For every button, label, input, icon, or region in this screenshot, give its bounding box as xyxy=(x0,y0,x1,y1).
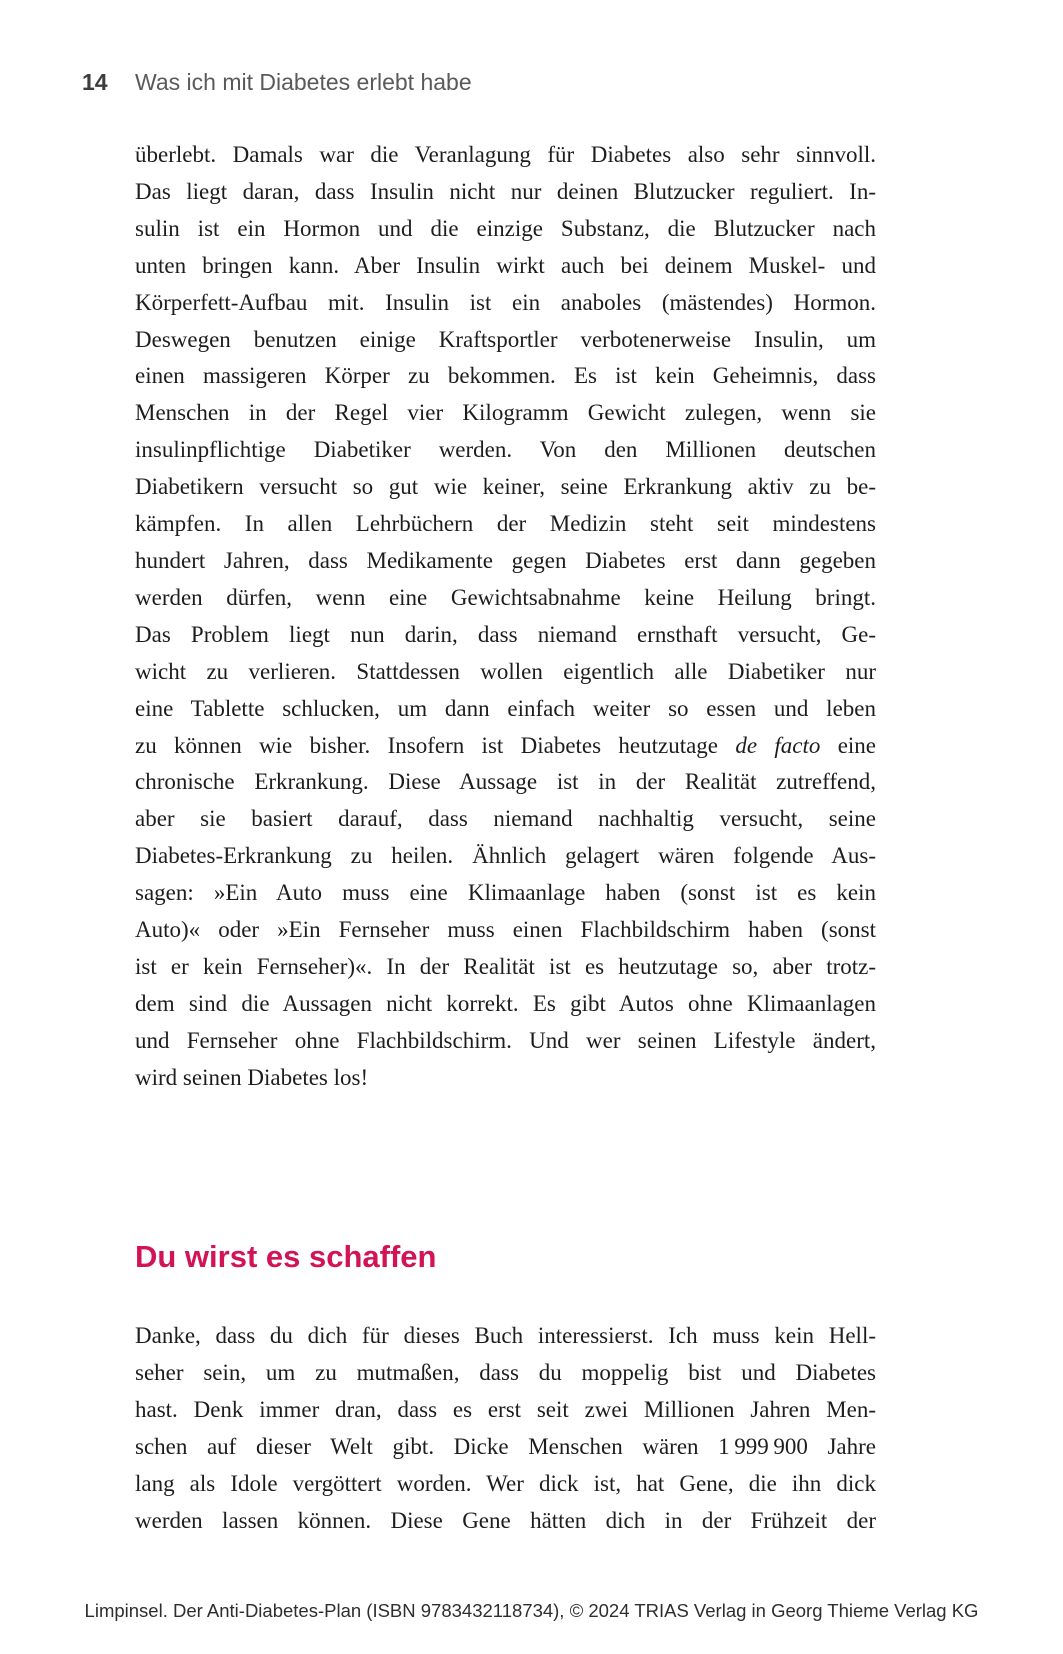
text-line: hundert Jahren, dass Medikamente gegen Diabetes erst dann gegeben xyxy=(135,547,876,573)
text-line: chronische Erkrankung. Diese Aussage ist in der Realität zutreffend, xyxy=(135,769,876,795)
text-line: sagen: »Ein Auto muss eine Klimaanlage haben (sonst ist es kein xyxy=(135,880,876,906)
text-line: eine Tablette schlucken, um dann einfach weiter so essen und leben xyxy=(135,695,876,721)
text-line: wicht zu verlieren. Stattdessen wollen eigentlich alle Diabetiker nur xyxy=(135,658,876,684)
text-line: lang als Idole vergöttert worden. Wer dick ist, hat Gene, die ihn dick xyxy=(135,1470,876,1496)
text-line: sulin ist ein Hormon und die einzige Substanz, die Blutzucker nach xyxy=(135,215,876,241)
text-line: Das liegt daran, dass Insulin nicht nur deinen Blutzucker reguliert. In- xyxy=(135,178,876,204)
body-paragraph-1 xyxy=(135,137,876,1097)
text-line: werden lassen können. Diese Gene hätten dich in der Frühzeit der xyxy=(135,1507,876,1533)
chapter-title: Was ich mit Diabetes erlebt habe xyxy=(135,69,472,95)
text-line: wird seinen Diabetes los! xyxy=(135,1064,369,1090)
section-heading: Du wirst es schaffen xyxy=(135,1239,437,1274)
text-line: aber sie basiert darauf, dass niemand nachhaltig versucht, seine xyxy=(135,806,876,832)
text-line: kämpfen. In allen Lehrbüchern der Medizin steht seit mindestens xyxy=(135,511,876,537)
text-line: Auto)« oder »Ein Fernseher muss einen Flachbildschirm haben (sonst xyxy=(135,917,876,943)
text-line: Das Problem liegt nun darin, dass niemand ernsthaft versucht, Ge- xyxy=(135,621,876,647)
text-line: werden dürfen, wenn eine Gewichtsabnahme keine Heilung bringt. xyxy=(135,584,876,610)
copyright-footer: Limpinsel. Der Anti-Diabetes-Plan (ISBN 9783432118734), © 2024 TRIAS Verlag in Georg Thieme Verlag KG xyxy=(84,1600,979,1621)
running-header xyxy=(82,68,982,96)
page-number: 14 xyxy=(82,69,108,95)
text-line: einen massigeren Körper zu bekommen. Es ist kein Geheimnis, dass xyxy=(135,363,876,389)
text-line: Diabetikern versucht so gut wie keiner, seine Erkrankung aktiv zu be- xyxy=(135,474,876,500)
text-line: insulinpflichtige Diabetiker werden. Von den Millionen deutschen xyxy=(135,437,876,463)
text-line: schen auf dieser Welt gibt. Dicke Menschen wären 1 999 900 Jahre xyxy=(135,1433,876,1459)
text-line: Diabetes-Erkrankung zu heilen. Ähnlich gelagert wären folgende Aus- xyxy=(135,843,876,869)
text-line: Menschen in der Regel vier Kilogramm Gewicht zulegen, wenn sie xyxy=(135,400,876,426)
text-line: Danke, dass du dich für dieses Buch interessierst. Ich muss kein Hell- xyxy=(135,1323,876,1348)
text-line: überlebt. Damals war die Veranlagung für Diabetes also sehr sinnvoll. xyxy=(135,142,876,167)
text-line: unten bringen kann. Aber Insulin wirkt auch bei deinem Muskel- und xyxy=(135,252,876,278)
text-line: seher sein, um zu mutmaßen, dass du moppelig bist und Diabetes xyxy=(135,1359,876,1385)
text-line: Körperfett-Aufbau mit. Insulin ist ein anaboles (mästendes) Hormon. xyxy=(135,289,876,315)
text-line: Deswegen benutzen einige Kraftsportler verbotenerweise Insulin, um xyxy=(135,326,876,352)
text-line: zu können wie bisher. Insofern ist Diabetes heutzutage de facto eine xyxy=(135,732,877,758)
text-line: ist er kein Fernseher)«. In der Realität ist es heutzutage so, aber trotz- xyxy=(135,953,876,979)
text-line: dem sind die Aussagen nicht korrekt. Es gibt Autos ohne Klimaanlagen xyxy=(135,990,876,1016)
body-paragraph-2 xyxy=(135,1318,876,1539)
text-line: und Fernseher ohne Flachbildschirm. Und wer seinen Lifestyle ändert, xyxy=(135,1027,876,1053)
text-line: hast. Denk immer dran, dass es erst seit zwei Millionen Jahren Men- xyxy=(135,1396,876,1422)
